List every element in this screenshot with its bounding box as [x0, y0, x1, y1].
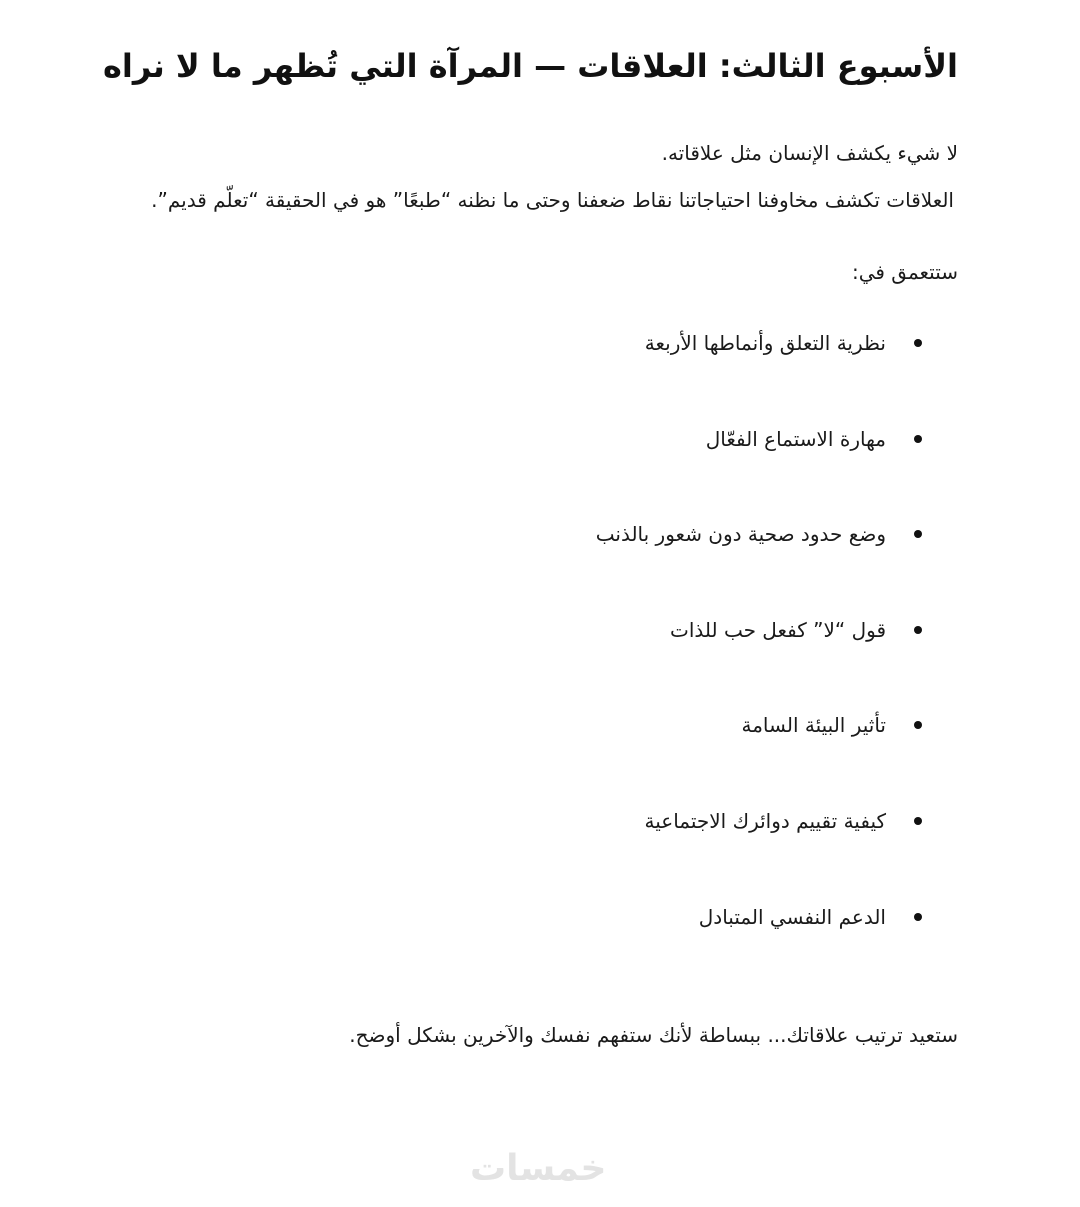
list-item-text: مهارة الاستماع الفعّال: [705, 426, 886, 451]
list-item: [258, 519, 958, 615]
list-item-text: وضع حدود صحية دون شعور بالذنب: [595, 522, 886, 547]
bullet-icon: [914, 817, 922, 825]
list-item: [258, 328, 958, 424]
topics-lead-in: ستتعمق في:: [851, 260, 958, 284]
intro-line-2: العلاقات تكشف مخاوفنا احتياجاتنا نقاط ضعفنا وحتى ما نظنه “طبعًا” هو في الحقيقة “تعلّم قديم”.: [151, 188, 954, 212]
bullet-icon: [914, 913, 922, 921]
watermark-logo: خمسات: [470, 1148, 607, 1189]
list-item: [258, 615, 958, 711]
week-title: الأسبوع الثالث: العلاقات — المرآة التي تُظهر ما لا نراه: [102, 47, 958, 85]
topics-list: [258, 328, 958, 997]
bullet-icon: [914, 339, 922, 347]
bullet-icon: [914, 435, 922, 443]
closing-line: ستعيد ترتيب علاقاتك... ببساطة لأنك ستفهم نفسك والآخرين بشكل أوضح.: [349, 1023, 958, 1047]
list-item-text: قول “لا” كفعل حب للذات: [669, 617, 886, 642]
list-item: [258, 424, 958, 520]
bullet-icon: [914, 626, 922, 634]
bullet-icon: [914, 721, 922, 729]
list-item-text: كيفية تقييم دوائرك الاجتماعية: [644, 808, 886, 833]
bullet-icon: [914, 530, 922, 538]
list-item: [258, 806, 958, 902]
intro-line-1: لا شيء يكشف الإنسان مثل علاقاته.: [661, 141, 958, 165]
list-item-text: تأثير البيئة السامة: [741, 713, 886, 738]
list-item: [258, 902, 958, 998]
list-item-text: الدعم النفسي المتبادل: [698, 904, 886, 929]
list-item: [258, 710, 958, 806]
list-item-text: نظرية التعلق وأنماطها الأربعة: [644, 331, 886, 355]
